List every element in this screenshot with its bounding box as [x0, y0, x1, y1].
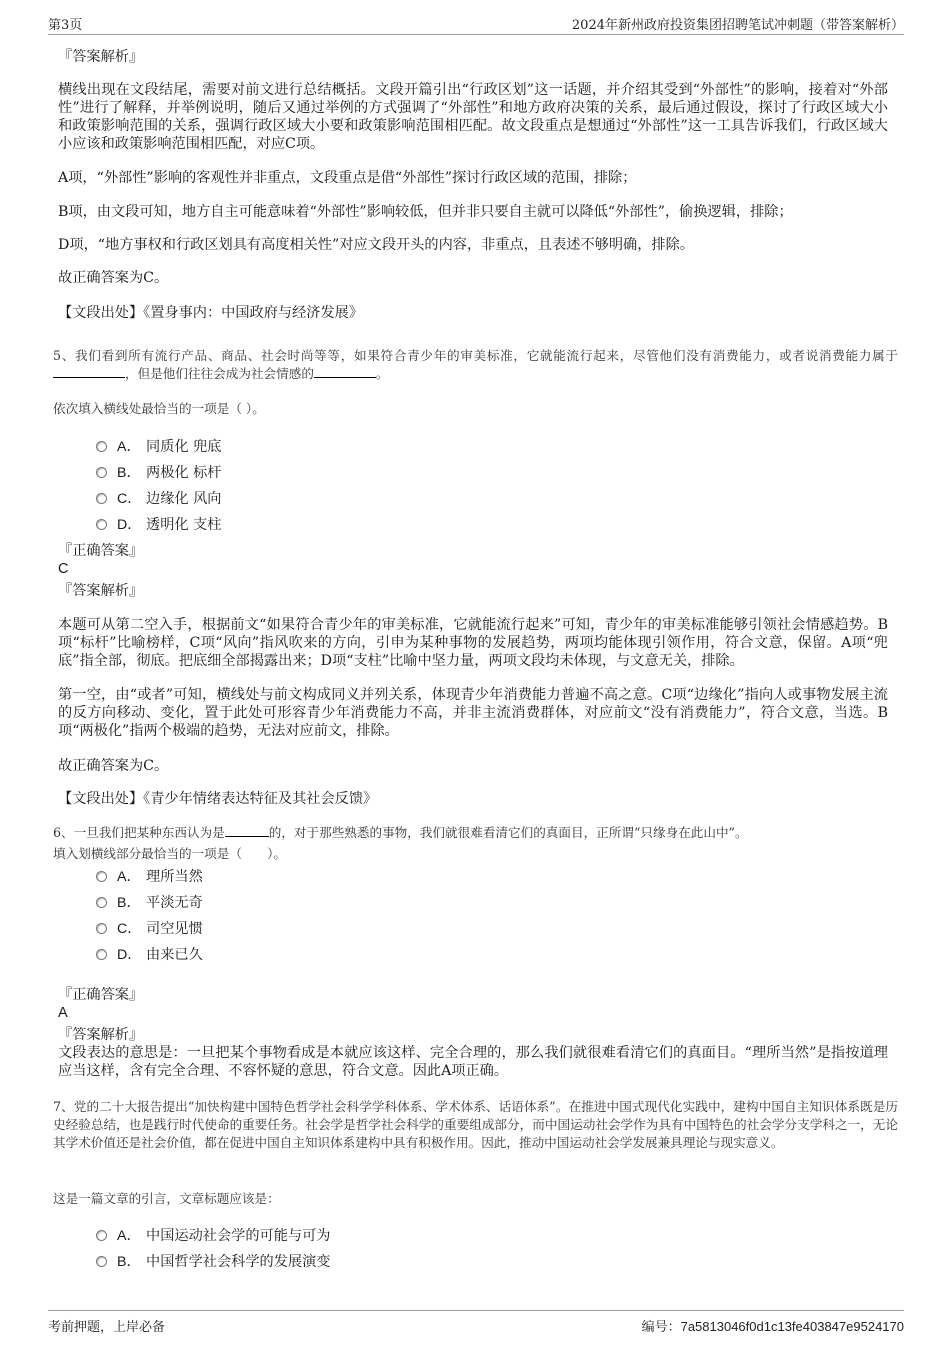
q5-correct-heading: 『正确答案』	[58, 543, 144, 559]
q6-option-b[interactable]: B． 平淡无奇	[96, 889, 203, 915]
q6-correct-answer: A	[58, 1005, 68, 1021]
q7-option-b[interactable]: B． 中国哲学社会科学的发展演变	[96, 1248, 330, 1274]
radio-icon[interactable]	[96, 897, 107, 908]
q5-correct-answer: C	[58, 561, 69, 577]
radio-icon[interactable]	[96, 467, 107, 478]
q6-analysis-heading: 『答案解析』	[58, 1027, 144, 1043]
q6-blank	[225, 824, 269, 837]
q4-analysis-option-a: A项，“外部性”影响的客观性并非重点，文段重点是借“外部性”探讨行政区域的范围，排除；	[58, 170, 637, 186]
q5-option-b[interactable]: B． 两极化 标杆	[96, 459, 221, 485]
q5-option-c[interactable]: C． 边缘化 风向	[96, 485, 221, 511]
q7-instruction: 这是一篇文章的引言，文章标题应该是：	[53, 1191, 280, 1206]
radio-icon[interactable]	[96, 923, 107, 934]
q6-correct-heading: 『正确答案』	[58, 987, 144, 1003]
q4-analysis-heading: 『答案解析』	[58, 49, 144, 65]
q7-option-a[interactable]: A． 中国运动社会学的可能与可为	[96, 1222, 330, 1248]
document-code: 编号：7a5813046f0d1c13fe403847e9524170	[641, 1319, 904, 1335]
document-title: 2024年新州政府投资集团招聘笔试冲刺题（带答案解析）	[571, 18, 904, 33]
q4-conclusion: 故正确答案为C。	[58, 270, 169, 286]
q6-stem: 6、一旦我们把某种东西认为是 的，对于那些熟悉的事物，我们就很难看清它们的真面目，正所谓“只缘身在此山中”。	[53, 825, 748, 840]
radio-icon[interactable]	[96, 949, 107, 960]
radio-icon[interactable]	[96, 519, 107, 530]
q5-analysis-paragraph-2: 第一空，由“或者”可知，横线处与前文构成同义并列关系，体现青少年消费能力普遍不高之意。C项“边缘化”指向人或事物发展主流的反方向移动、变化，置于此处可形容青少年消费能力不高，并非主流消费群体，对应前文“没有消费能力”，符合文意，当选。B项“两极化”指两个极端的趋势，无法对应前文，排除。	[58, 687, 888, 739]
q5-option-d[interactable]: D． 透明化 支柱	[96, 511, 221, 537]
q6-options	[96, 863, 203, 967]
q5-source: 【文段出处】《青少年情绪表达特征及其社会反馈》	[58, 791, 378, 807]
radio-icon[interactable]	[96, 1256, 107, 1267]
q6-analysis-paragraph: 文段表达的意思是：一旦把某个事物看成是本就应该这样、完全合理的，那么我们就很难看清它们的真面目。“理所当然”是指按道理应当这样，含有完全合理、不容怀疑的意思，符合文意。因此A项正确。	[58, 1045, 888, 1079]
q4-analysis-option-d: D项，“地方事权和行政区划具有高度相关性”对应文段开头的内容，非重点，且表述不够明确，排除。	[58, 237, 694, 253]
q6-instruction: 填入划横线部分最恰当的一项是（ ）。	[53, 846, 286, 861]
q5-blank-1	[53, 365, 125, 378]
q7-options	[96, 1222, 330, 1274]
q5-analysis-paragraph-1: 本题可从第二空入手，根据前文“如果符合青少年的审美标准，它就能流行起来”可知，青少年的审美标准能够引领社会情感趋势。B项“标杆”比喻榜样，C项“风向”指风吹来的方向，引申为某种事物的发展趋势，两项均能体现引领作用，符合文意，保留。A项“兜底”指全部，彻底。把底细全部揭露出来；D项“支柱”比喻中坚力量，两项文段均未体现，与文意无关，排除。	[58, 617, 888, 669]
q4-analysis-paragraph: 横线出现在文段结尾，需要对前文进行总结概括。文段开篇引出“行政区划”这一话题，并介绍其受到“外部性”的影响，接着对“外部性”进行了解释，并举例说明，随后又通过举例的方式强调了“外部性”和地方政府决策的关系，最后通过假设，探讨了行政区域大小和政策影响范围的关系，强调行政区域大小要和政策影响范围相匹配。故文段重点是想通过“外部性”这一工具告诉我们，行政区域大小应该和政策影响范围相匹配，对应C项。	[58, 82, 888, 152]
radio-icon[interactable]	[96, 871, 107, 882]
radio-icon[interactable]	[96, 493, 107, 504]
q5-stem: 5、我们看到所有流行产品、商品、社会时尚等等，如果符合青少年的审美标准，它就能流行起来，尽管他们没有消费能力，或者说消费能力属于，但是他们往往会成为社会情感的 。	[53, 348, 898, 381]
q4-analysis-option-b: B项，由文段可知，地方自主可能意味着“外部性”影响较低，但并非只要自主就可以降低“外部性”，偷换逻辑，排除；	[58, 204, 793, 220]
q6-option-d[interactable]: D． 由来已久	[96, 941, 203, 967]
q6-option-a[interactable]: A． 理所当然	[96, 863, 203, 889]
q5-analysis-heading: 『答案解析』	[58, 583, 144, 599]
q6-option-c[interactable]: C． 司空见惯	[96, 915, 203, 941]
q5-conclusion: 故正确答案为C。	[58, 758, 169, 774]
radio-icon[interactable]	[96, 1230, 107, 1241]
q5-option-a[interactable]: A． 同质化 兜底	[96, 433, 221, 459]
q4-source: 【文段出处】《置身事内：中国政府与经济发展》	[58, 305, 364, 321]
q5-instruction: 依次填入横线处最恰当的一项是（ ）。	[53, 401, 265, 416]
page-header	[48, 12, 904, 35]
q7-stem: 7、党的二十大报告提出“加快构建中国特色哲学社会科学学科体系、学术体系、话语体系”。在推进中国式现代化实践中，建构中国自主知识体系既是历史经验总结，也是践行时代使命的重要任务。社会学是哲学社会科学的重要组成部分，而中国运动社会学作为具有中国特色的社会学分支学科之一，无论其学术价值还是社会价值，都在促进中国自主知识体系建构中具有积极作用。因此，推动中国运动社会学发展兼具理论与现实意义。	[53, 1099, 898, 1150]
page-footer	[48, 1310, 904, 1335]
q5-blank-2	[314, 365, 376, 378]
q5-options	[96, 433, 221, 537]
radio-icon[interactable]	[96, 441, 107, 452]
footer-slogan: 考前押题，上岸必备	[48, 1320, 166, 1335]
page-number: 第3页	[48, 18, 83, 33]
